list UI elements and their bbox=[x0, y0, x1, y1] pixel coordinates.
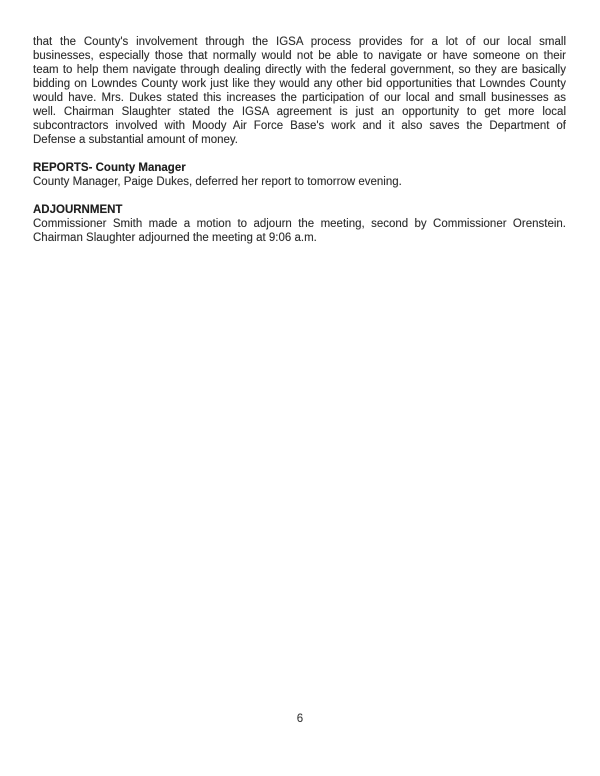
adjournment-heading: ADJOURNMENT bbox=[33, 204, 123, 216]
text-line: Commissioner Smith made a motion to adjourn the meeting, second by Commissioner Orenstein. bbox=[33, 218, 566, 230]
text-line: that the County's involvement through the IGSA process provides for a lot of our local small bbox=[33, 36, 566, 48]
text-line: would have. Mrs. Dukes stated this increases the participation of our local and small businesses as bbox=[33, 92, 566, 104]
text-line: businesses, especially those that normally would not be able to navigate or have someone on their bbox=[33, 50, 566, 62]
text-line: bidding on Lowndes County work just like they would any other bid opportunities that Lowndes County bbox=[33, 78, 566, 90]
paragraph-igsa-discussion bbox=[33, 35, 566, 147]
reports-body-text: County Manager, Paige Dukes, deferred her report to tomorrow evening. bbox=[33, 176, 402, 188]
text-line: team to help them navigate through dealing directly with the federal government, so they are basically bbox=[33, 64, 566, 76]
text-line: subcontractors involved with Moody Air Force Base's work and it also saves the Department of bbox=[33, 120, 566, 132]
reports-county-manager-heading: REPORTS- County Manager bbox=[33, 162, 186, 174]
adjournment-paragraph bbox=[33, 217, 566, 245]
text-line: Chairman Slaughter adjourned the meeting at 9:06 a.m. bbox=[33, 232, 317, 244]
text-line: well. Chairman Slaughter stated the IGSA agreement is just an opportunity to get more local bbox=[33, 106, 566, 118]
text-line: Defense a substantial amount of money. bbox=[33, 134, 238, 146]
page-content bbox=[33, 35, 566, 245]
page-number: 6 bbox=[296, 713, 304, 725]
